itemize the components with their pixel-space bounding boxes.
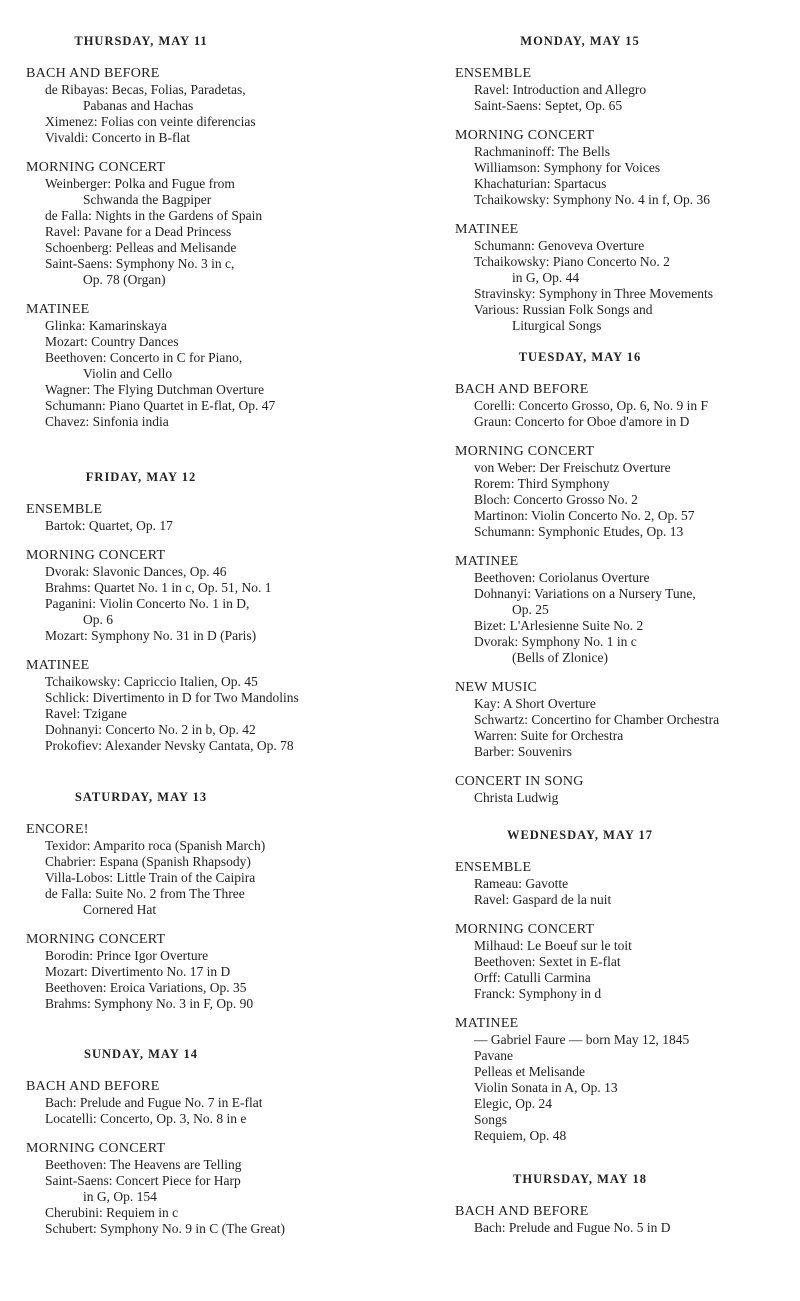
program-item xyxy=(455,1064,795,1080)
program-item xyxy=(455,634,795,666)
program-item xyxy=(455,986,795,1002)
day-header: SUNDAY, MAY 14 xyxy=(84,1047,198,1061)
program-item-continuation: Pabanas and Hachas xyxy=(83,98,194,113)
program-item-line: Schoenberg: Pelleas and Melisande xyxy=(45,240,237,255)
program-item-continuation: Schwanda the Bagpiper xyxy=(83,192,212,207)
program-item xyxy=(455,1112,795,1128)
program-item-continuation: Op. 25 xyxy=(512,602,549,617)
section-title: MORNING CONCERT xyxy=(26,548,166,563)
program-item xyxy=(26,414,386,430)
section-title: MATINEE xyxy=(455,1016,519,1031)
program-item-line: de Falla: Nights in the Gardens of Spain xyxy=(45,208,263,223)
program-item xyxy=(455,492,795,508)
program-item-line: Ravel: Pavane for a Dead Princess xyxy=(45,224,232,239)
program-item xyxy=(455,954,795,970)
program-item xyxy=(455,1128,795,1144)
program-item xyxy=(455,728,795,744)
section-title: BACH AND BEFORE xyxy=(26,1079,160,1094)
program-item-continuation: Op. 6 xyxy=(83,612,113,627)
program-item xyxy=(455,286,795,302)
program-section xyxy=(455,774,795,806)
program-item-line: de Falla: Suite No. 2 from The Three xyxy=(45,886,245,901)
program-item xyxy=(26,130,386,146)
program-item-line: Elegic, Op. 24 xyxy=(474,1096,552,1111)
program-section xyxy=(26,1079,386,1127)
day-header: MONDAY, MAY 15 xyxy=(520,34,640,48)
program-item xyxy=(26,256,386,288)
program-section xyxy=(455,1204,795,1236)
program-section xyxy=(26,66,386,146)
program-item xyxy=(455,892,795,908)
program-item xyxy=(455,476,795,492)
program-item xyxy=(26,980,386,996)
program-section xyxy=(455,444,795,540)
program-item xyxy=(26,948,386,964)
day-block xyxy=(26,1047,386,1251)
program-item-line: Mozart: Symphony No. 31 in D (Paris) xyxy=(45,628,257,643)
program-section xyxy=(455,382,795,430)
program-item-line: Warren: Suite for Orchestra xyxy=(474,728,624,743)
program-item-line: Milhaud: Le Boeuf sur le toit xyxy=(474,938,632,953)
section-title: MORNING CONCERT xyxy=(455,128,595,143)
program-item xyxy=(455,1220,795,1236)
program-item xyxy=(455,82,795,98)
program-item-line: Saint-Saens: Septet, Op. 65 xyxy=(474,98,623,113)
program-item-line: Cherubini: Requiem in c xyxy=(45,1205,179,1220)
program-item-line: Martinon: Violin Concerto No. 2, Op. 57 xyxy=(474,508,695,523)
program-section xyxy=(26,548,386,644)
program-item xyxy=(455,414,795,430)
program-item-line: Corelli: Concerto Grosso, Op. 6, No. 9 in F xyxy=(474,398,708,413)
program-item xyxy=(26,674,386,690)
section-title: BACH AND BEFORE xyxy=(455,382,589,397)
program-item-line: Weinberger: Polka and Fugue from xyxy=(45,176,235,191)
program-item-line: Texidor: Amparito roca (Spanish March) xyxy=(45,838,266,853)
program-item xyxy=(26,690,386,706)
program-item xyxy=(455,696,795,712)
program-item xyxy=(455,1048,795,1064)
day-block xyxy=(455,34,795,348)
day-header: THURSDAY, MAY 11 xyxy=(74,34,208,48)
section-title: MATINEE xyxy=(455,222,519,237)
program-item xyxy=(455,1096,795,1112)
program-item-line: Beethoven: Sextet in E-flat xyxy=(474,954,621,969)
program-item xyxy=(455,98,795,114)
program-item xyxy=(26,1095,386,1111)
program-item xyxy=(455,160,795,176)
program-item-line: Violin Sonata in A, Op. 13 xyxy=(474,1080,618,1095)
program-item-continuation: (Bells of Zlonice) xyxy=(512,650,608,665)
program-item-line: Chabrier: Espana (Spanish Rhapsody) xyxy=(45,854,251,869)
program-item-line: Orff: Catulli Carmina xyxy=(474,970,591,985)
program-item-line: Schumann: Piano Quartet in E-flat, Op. 47 xyxy=(45,398,276,413)
program-item-line: Dvorak: Symphony No. 1 in c xyxy=(474,634,637,649)
program-section xyxy=(455,554,795,666)
program-item-line: Ravel: Tzigane xyxy=(45,706,127,721)
section-title: MORNING CONCERT xyxy=(26,932,166,947)
program-item-line: Bach: Prelude and Fugue No. 5 in D xyxy=(474,1220,671,1235)
program-item-line: Dvorak: Slavonic Dances, Op. 46 xyxy=(45,564,227,579)
day-block xyxy=(455,1172,795,1250)
day-header: THURSDAY, MAY 18 xyxy=(513,1172,647,1186)
program-item-line: Schwartz: Concertino for Chamber Orchestra xyxy=(474,712,720,727)
program-item xyxy=(455,570,795,586)
program-item-line: Pavane xyxy=(474,1048,513,1063)
program-item xyxy=(455,302,795,334)
program-item xyxy=(455,144,795,160)
day-header: TUESDAY, MAY 16 xyxy=(518,350,642,364)
program-item-line: Locatelli: Concerto, Op. 3, No. 8 in e xyxy=(45,1111,247,1126)
program-item-line: — Gabriel Faure — born May 12, 1845 xyxy=(474,1032,690,1047)
program-item-line: Williamson: Symphony for Voices xyxy=(474,160,661,175)
program-item xyxy=(26,1111,386,1127)
program-item xyxy=(26,854,386,870)
program-item-line: Pelleas et Melisande xyxy=(474,1064,585,1079)
program-item-line: Schumann: Genoveva Overture xyxy=(474,238,645,253)
program-item-continuation: Cornered Hat xyxy=(83,902,157,917)
program-section xyxy=(26,1141,386,1237)
program-item xyxy=(26,382,386,398)
program-item xyxy=(455,1032,795,1048)
program-item-line: Bizet: L'Arlesienne Suite No. 2 xyxy=(474,618,644,633)
program-item-line: Saint-Saens: Concert Piece for Harp xyxy=(45,1173,241,1188)
program-item-continuation: Violin and Cello xyxy=(83,366,173,381)
program-section xyxy=(26,302,386,430)
program-item-line: Ravel: Introduction and Allegro xyxy=(474,82,647,97)
program-item xyxy=(26,1173,386,1205)
program-item-line: Ximenez: Folias con veinte diferencias xyxy=(45,114,256,129)
program-section xyxy=(26,932,386,1012)
program-item xyxy=(26,580,386,596)
program-item xyxy=(455,712,795,728)
program-section xyxy=(26,658,386,754)
day-block xyxy=(26,470,386,768)
program-item-line: Brahms: Quartet No. 1 in c, Op. 51, No. 1 xyxy=(45,580,272,595)
program-item-line: Khachaturian: Spartacus xyxy=(474,176,607,191)
program-item-line: Schlick: Divertimento in D for Two Mandolins xyxy=(45,690,299,705)
program-item xyxy=(455,876,795,892)
section-title: MORNING CONCERT xyxy=(26,1141,166,1156)
section-title: NEW MUSIC xyxy=(455,680,538,695)
section-title: MATINEE xyxy=(455,554,519,569)
program-item xyxy=(26,964,386,980)
program-item xyxy=(455,744,795,760)
program-item xyxy=(455,1080,795,1096)
program-item xyxy=(26,1205,386,1221)
program-item-line: Saint-Saens: Symphony No. 3 in c, xyxy=(45,256,235,271)
program-item-line: Requiem, Op. 48 xyxy=(474,1128,567,1143)
program-item-line: Franck: Symphony in d xyxy=(474,986,602,1001)
program-item-line: Songs xyxy=(474,1112,508,1127)
program-item-line: Tchaikowsky: Capriccio Italien, Op. 45 xyxy=(45,674,258,689)
program-section xyxy=(455,222,795,334)
program-section xyxy=(455,922,795,1002)
day-block xyxy=(455,828,795,1158)
program-section xyxy=(26,502,386,534)
program-item-line: Paganini: Violin Concerto No. 1 in D, xyxy=(45,596,250,611)
program-item xyxy=(26,398,386,414)
program-item-line: Christa Ludwig xyxy=(474,790,559,805)
program-item-line: Beethoven: Coriolanus Overture xyxy=(474,570,650,585)
program-item-line: Dohnanyi: Concerto No. 2 in b, Op. 42 xyxy=(45,722,256,737)
program-item xyxy=(455,398,795,414)
program-item-continuation: in G, Op. 44 xyxy=(512,270,580,285)
program-item xyxy=(455,524,795,540)
program-item-line: Tchaikowsky: Piano Concerto No. 2 xyxy=(474,254,670,269)
program-item-line: Chavez: Sinfonia india xyxy=(45,414,169,429)
program-item xyxy=(26,114,386,130)
program-item xyxy=(26,722,386,738)
program-item xyxy=(26,596,386,628)
program-item xyxy=(26,240,386,256)
program-section xyxy=(455,860,795,908)
section-title: BACH AND BEFORE xyxy=(455,1204,589,1219)
program-item xyxy=(26,208,386,224)
program-item-line: Mozart: Divertimento No. 17 in D xyxy=(45,964,231,979)
program-item-line: Schubert: Symphony No. 9 in C (The Great) xyxy=(45,1221,285,1236)
section-title: MORNING CONCERT xyxy=(455,444,595,459)
program-item xyxy=(455,238,795,254)
program-item-line: Vivaldi: Concerto in B-flat xyxy=(45,130,191,145)
program-item-line: Kay: A Short Overture xyxy=(474,696,596,711)
program-item xyxy=(455,618,795,634)
program-item xyxy=(26,350,386,382)
program-item-line: Bloch: Concerto Grosso No. 2 xyxy=(474,492,638,507)
program-item xyxy=(26,738,386,754)
section-title: ENSEMBLE xyxy=(455,860,532,875)
section-title: ENSEMBLE xyxy=(26,502,103,517)
program-item-line: Glinka: Kamarinskaya xyxy=(45,318,167,333)
program-item-line: Ravel: Gaspard de la nuit xyxy=(474,892,612,907)
program-item-line: Beethoven: The Heavens are Telling xyxy=(45,1157,242,1172)
program-item-line: Schumann: Symphonic Etudes, Op. 13 xyxy=(474,524,684,539)
program-item xyxy=(455,508,795,524)
program-item xyxy=(26,176,386,208)
program-item-line: Graun: Concerto for Oboe d'amore in D xyxy=(474,414,690,429)
section-title: MORNING CONCERT xyxy=(455,922,595,937)
day-block xyxy=(26,790,386,1026)
section-title: BACH AND BEFORE xyxy=(26,66,160,81)
program-item-line: Tchaikowsky: Symphony No. 4 in f, Op. 36 xyxy=(474,192,711,207)
program-item-line: Stravinsky: Symphony in Three Movements xyxy=(474,286,713,301)
program-item-continuation: in G, Op. 154 xyxy=(83,1189,157,1204)
program-item xyxy=(455,192,795,208)
program-item-line: de Ribayas: Becas, Folias, Paradetas, xyxy=(45,82,246,97)
program-item-continuation: Op. 78 (Organ) xyxy=(83,272,166,287)
program-item-line: Rorem: Third Symphony xyxy=(474,476,610,491)
section-title: MATINEE xyxy=(26,302,90,317)
program-item xyxy=(26,518,386,534)
program-item-line: Beethoven: Eroica Variations, Op. 35 xyxy=(45,980,247,995)
section-title: ENCORE! xyxy=(26,822,89,837)
program-item xyxy=(455,790,795,806)
program-item-line: Beethoven: Concerto in C for Piano, xyxy=(45,350,243,365)
program-item xyxy=(455,586,795,618)
program-item xyxy=(26,1221,386,1237)
program-item xyxy=(455,938,795,954)
day-block xyxy=(26,34,386,444)
program-section xyxy=(455,66,795,114)
program-section xyxy=(455,680,795,760)
program-item xyxy=(26,838,386,854)
section-title: CONCERT IN SONG xyxy=(455,774,584,789)
program-item xyxy=(26,224,386,240)
program-item-line: Dohnanyi: Variations on a Nursery Tune, xyxy=(474,586,696,601)
program-item-line: Rachmaninoff: The Bells xyxy=(474,144,610,159)
program-item xyxy=(455,970,795,986)
program-item xyxy=(26,870,386,886)
program-item xyxy=(26,996,386,1012)
section-title: MORNING CONCERT xyxy=(26,160,166,175)
program-item xyxy=(455,254,795,286)
program-item-line: Brahms: Symphony No. 3 in F, Op. 90 xyxy=(45,996,254,1011)
program-item-line: Villa-Lobos: Little Train of the Caipira xyxy=(45,870,256,885)
program-item-line: Mozart: Country Dances xyxy=(45,334,179,349)
program-item xyxy=(26,82,386,114)
program-item-line: Rameau: Gavotte xyxy=(474,876,569,891)
program-item xyxy=(26,318,386,334)
program-item-line: Prokofiev: Alexander Nevsky Cantata, Op. 78 xyxy=(45,738,294,753)
day-block xyxy=(455,350,795,820)
program-item-line: Bartok: Quartet, Op. 17 xyxy=(45,518,173,533)
program-section xyxy=(455,1016,795,1144)
program-item-line: von Weber: Der Freischutz Overture xyxy=(474,460,671,475)
day-header: WEDNESDAY, MAY 17 xyxy=(506,828,654,842)
section-title: ENSEMBLE xyxy=(455,66,532,81)
program-item-continuation: Liturgical Songs xyxy=(512,318,602,333)
program-item xyxy=(26,628,386,644)
program-item xyxy=(26,334,386,350)
program-item-line: Various: Russian Folk Songs and xyxy=(474,302,653,317)
program-item xyxy=(26,886,386,918)
program-item-line: Wagner: The Flying Dutchman Overture xyxy=(45,382,265,397)
program-section xyxy=(26,822,386,918)
program-item xyxy=(26,706,386,722)
program-item xyxy=(26,1157,386,1173)
day-header: SATURDAY, MAY 13 xyxy=(74,790,208,804)
program-section xyxy=(26,160,386,288)
day-header: FRIDAY, MAY 12 xyxy=(85,470,197,484)
program-item-line: Bach: Prelude and Fugue No. 7 in E-flat xyxy=(45,1095,263,1110)
program-item xyxy=(455,176,795,192)
section-title: MATINEE xyxy=(26,658,90,673)
program-section xyxy=(455,128,795,208)
program-item xyxy=(26,564,386,580)
program-item-line: Barber: Souvenirs xyxy=(474,744,572,759)
program-item xyxy=(455,460,795,476)
program-item-line: Borodin: Prince Igor Overture xyxy=(45,948,209,963)
